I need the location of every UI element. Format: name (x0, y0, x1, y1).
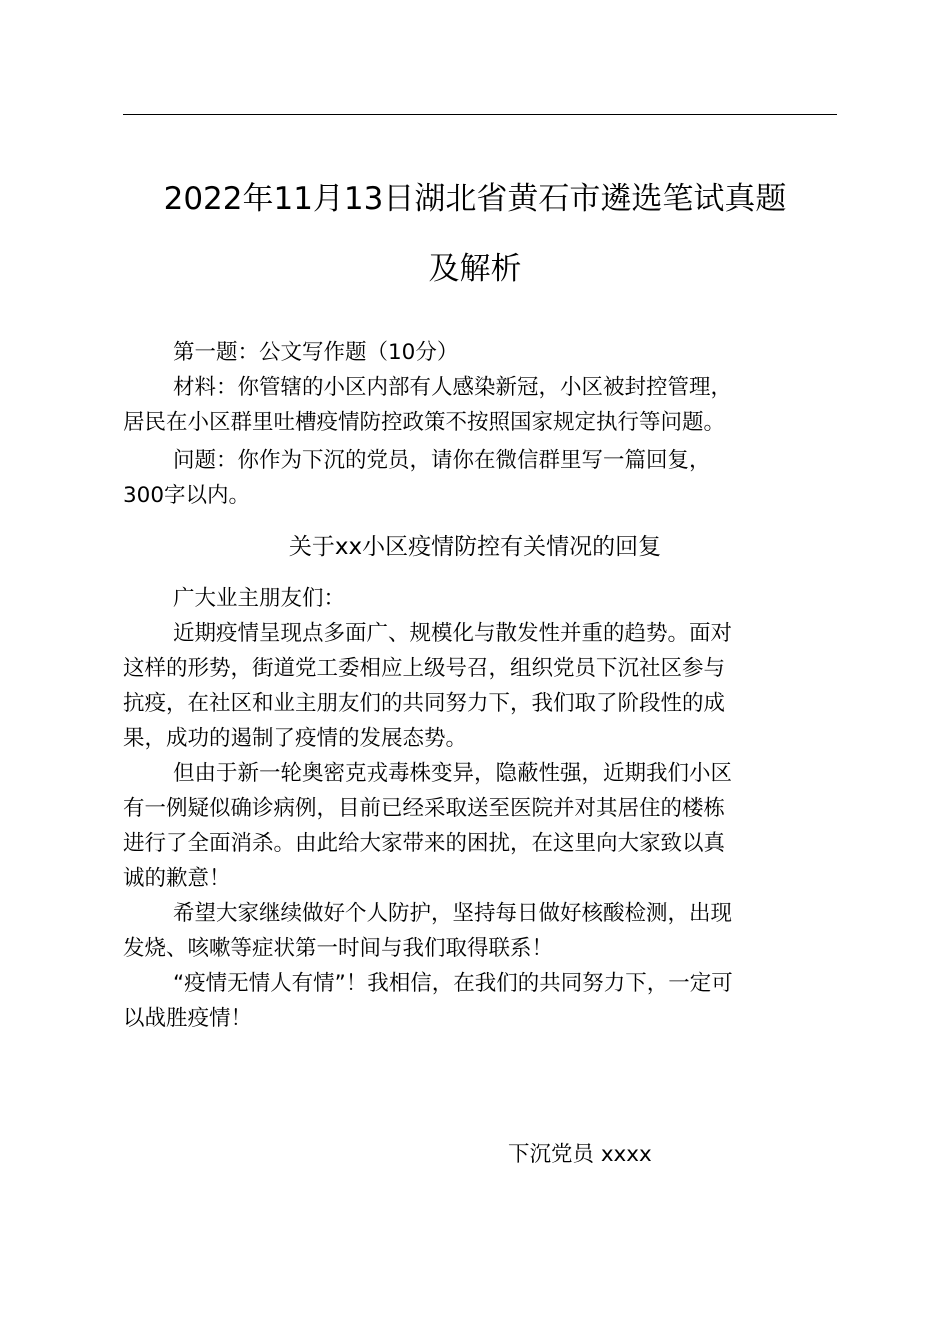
para4-line-1: “疫情无情人有情”！我相信，在我们的共同努力下，一定可 (173, 971, 733, 996)
question-line-2: 300字以内。 (123, 483, 251, 508)
document-title-line-1: 2022年11月13日湖北省黄石市遴选笔试真题 (163, 181, 787, 217)
signature: 下沉党员 xxxx (508, 1142, 652, 1167)
para2-line-4: 诚的歉意！ (123, 866, 231, 891)
reply-title: 关于xx小区疫情防控有关情况的回复 (288, 534, 662, 560)
question-line-1: 问题：你作为下沉的党员，请你在微信群里写一篇回复， (173, 448, 711, 473)
material-line-1: 材料：你管辖的小区内部有人感染新冠，小区被封控管理， (173, 375, 733, 400)
header-rule (123, 114, 837, 115)
para2-line-1: 但由于新一轮奥密克戎毒株变异，隐蔽性强，近期我们小区 (173, 761, 733, 786)
para1-line-3: 抗疫，在社区和业主朋友们的共同努力下，我们取了阶段性的成 (123, 691, 726, 716)
material-line-2: 居民在小区群里吐槽疫情防控政策不按照国家规定执行等问题。 (123, 410, 726, 435)
para2-line-3: 进行了全面消杀。由此给大家带来的困扰，在这里向大家致以真 (123, 831, 726, 856)
para2-line-2: 有一例疑似确诊病例，目前已经采取送至医院并对其居住的楼栋 (123, 796, 726, 821)
para3-line-1: 希望大家继续做好个人防护，坚持每日做好核酸检测，出现 (173, 901, 733, 926)
para1-line-1: 近期疫情呈现点多面广、规模化与散发性并重的趋势。面对 (173, 621, 733, 646)
question-header: 第一题：公文写作题（10分） (173, 340, 459, 365)
para1-line-4: 果，成功的遏制了疫情的发展态势。 (123, 726, 468, 751)
salutation: 广大业主朋友们： (173, 586, 346, 611)
document-title-line-2: 及解析 (428, 251, 522, 287)
para3-line-2: 发烧、咳嗽等症状第一时间与我们取得联系！ (123, 936, 554, 961)
para4-line-2: 以战胜疫情！ (123, 1006, 253, 1031)
para1-line-2: 这样的形势，街道党工委相应上级号召，组织党员下沉社区参与 (123, 656, 726, 681)
